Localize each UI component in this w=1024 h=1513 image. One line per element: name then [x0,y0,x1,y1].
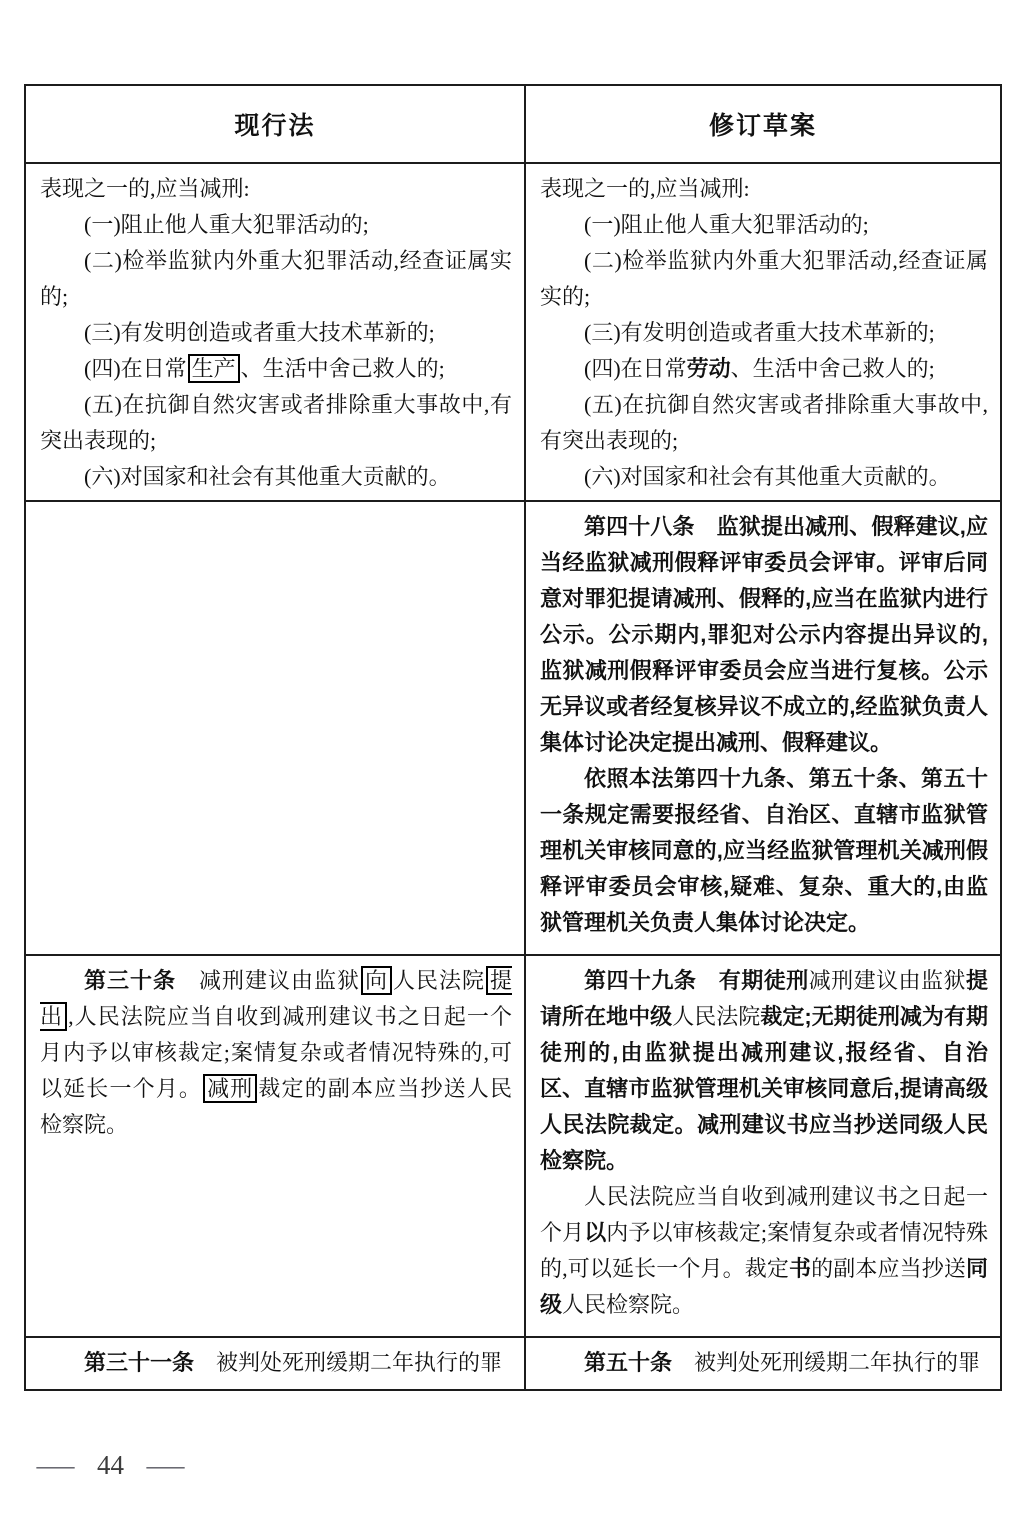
text-segment: 人民检察院。 [562,1292,695,1317]
cell-current-law-empty [26,502,526,954]
paragraph [540,1345,988,1381]
paragraph [40,387,512,459]
cell-draft-article-49 [526,956,1000,1336]
text-segment: (二)检举监狱内外重大犯罪活动,经查证属实的; [40,248,512,309]
added-text: 裁定;无期徒刑减为有期徒刑的,由监狱提出减刑建议,报经省、自治区、直辖市监狱管理机关审核同意后,提请高级人民法院裁定。减刑建议书应当抄送同级人民检察院。 [540,1004,988,1173]
text-segment: (四)在日常 [584,356,687,381]
text-segment: (一)阻止他人重大犯罪活动的; [584,212,869,237]
added-text: 提请所在地中级 [540,968,988,1029]
cell-draft-article-50 [526,1338,1000,1389]
added-text: 依照本法第四十九条、第五十条、第五十一条规定需要报经省、自治区、直辖市监狱管理机关审核同意的,应当经监狱管理机关减刑假释评审委员会审核,疑难、复杂、重大的,由监狱管理机关负责人集体讨论决定。 [540,766,988,935]
paragraph [540,243,988,315]
text-segment: (一)阻止他人重大犯罪活动的; [84,212,369,237]
text-segment: 减刑建议由监狱 [808,968,966,993]
paragraph [540,509,988,761]
added-text: 第三十一条 [84,1350,217,1375]
text-segment: (二)检举监狱内外重大犯罪活动,经查证属实的; [540,248,988,309]
paragraph [540,351,988,387]
text-segment: 表现之一的,应当减刑: [40,176,250,201]
text-segment: (四)在日常 [84,356,187,381]
table-row-article-30-49 [26,956,1000,1338]
header-current-law: 现行法 [26,86,526,162]
text-segment: 人民法院应当自收到减刑建议书之日起一个月 [540,1184,988,1245]
text-segment: (五)在抗御自然灾害或者排除重大事故中,有突出表现的; [540,392,988,453]
paragraph [540,963,988,1179]
paragraph [540,207,988,243]
cell-current-law-conditions [26,164,526,500]
text-segment: 人民法院 [392,968,485,993]
text-segment: 减刑建议由监狱 [198,968,360,993]
header-revised-draft: 修订草案 [708,112,817,140]
paragraph [540,459,988,495]
paragraph [540,387,988,459]
added-text: 同级 [540,1256,988,1317]
cell-draft-article-48 [526,502,1000,954]
paragraph [40,1345,512,1381]
text-segment: ,人民法院应当自收到减刑建议书之日起一个月内予以审核裁定;案情复杂或者情况特殊的,可以延长一个月。 [40,1004,512,1101]
footer-page-number: 44 [97,1450,124,1480]
paragraph [40,171,512,207]
paragraph [540,761,988,941]
text-segment: 表现之一的,应当减刑: [540,176,750,201]
added-text: 劳动 [686,356,731,381]
paragraph [540,1179,988,1323]
table-row-article-31-50 [26,1338,1000,1389]
deleted-text-box: 生产 [188,354,240,383]
deleted-text-box: 提出 [40,968,512,1029]
added-text: 第三十条 [84,968,199,993]
footer-dash-left: — [36,1450,75,1480]
paragraph [540,315,988,351]
cell-current-law-article-30 [26,956,526,1336]
cell-draft-conditions [526,164,1000,500]
deleted-text-box: 向 [361,966,392,995]
added-text: 第四十八条 监狱提出减刑、假释建议,应当经监狱减刑假释评审委员会评审。评审后同意对罪犯提请减刑、假释的,应当在监狱内进行公示。公示期内,罪犯对公示内容提出异议的,监狱减刑假释评审委员会应当进行复核。公示无异议或者经复核异议不成立的,经监狱负责人集体讨论决定提出减刑、假释建议。 [540,514,988,755]
cell-current-law-article-31 [26,1338,526,1389]
text-segment: (六)对国家和社会有其他重大贡献的。 [584,464,951,489]
table-header-row [26,86,1000,164]
added-text: 以 [584,1220,607,1245]
text-segment: 内予以审核裁定;案情复杂或者情况特殊的,可以延长一个月。裁定 [540,1220,988,1281]
paragraph [40,243,512,315]
paragraph [40,207,512,243]
text-segment: 的副本应当抄送 [811,1256,966,1281]
text-segment: (五)在抗御自然灾害或者排除重大事故中,有突出表现的; [40,392,512,453]
added-text: 第五十条 [584,1350,695,1375]
page-footer [36,1450,185,1481]
text-segment: (三)有发明创造或者重大技术革新的; [84,320,435,345]
table-row-article-48 [26,502,1000,956]
text-segment: 、生活中舍己救人的; [240,356,445,381]
text-segment: 被判处死刑缓期二年执行的罪 [216,1350,503,1375]
paragraph [40,351,512,387]
text-segment: (三)有发明创造或者重大技术革新的; [584,320,935,345]
text-segment: 、生活中舍己救人的; [730,356,935,381]
text-segment: 被判处死刑缓期二年执行的罪 [694,1350,981,1375]
paragraph [40,963,512,1143]
added-text: 第四十九条 有期徒刑 [584,968,809,993]
text-segment: (六)对国家和社会有其他重大贡献的。 [84,464,451,489]
added-text: 书 [788,1256,812,1281]
table-row-reduction-conditions [26,164,1000,502]
paragraph [40,459,512,495]
footer-dash-right: — [146,1450,185,1480]
law-comparison-table [24,84,1002,1391]
text-segment: 裁定的副本应当抄送人民检察院。 [40,1076,512,1137]
paragraph [540,171,988,207]
paragraph [40,315,512,351]
deleted-text-box: 减刑 [203,1074,257,1103]
text-segment: 人民法院 [672,1004,761,1029]
